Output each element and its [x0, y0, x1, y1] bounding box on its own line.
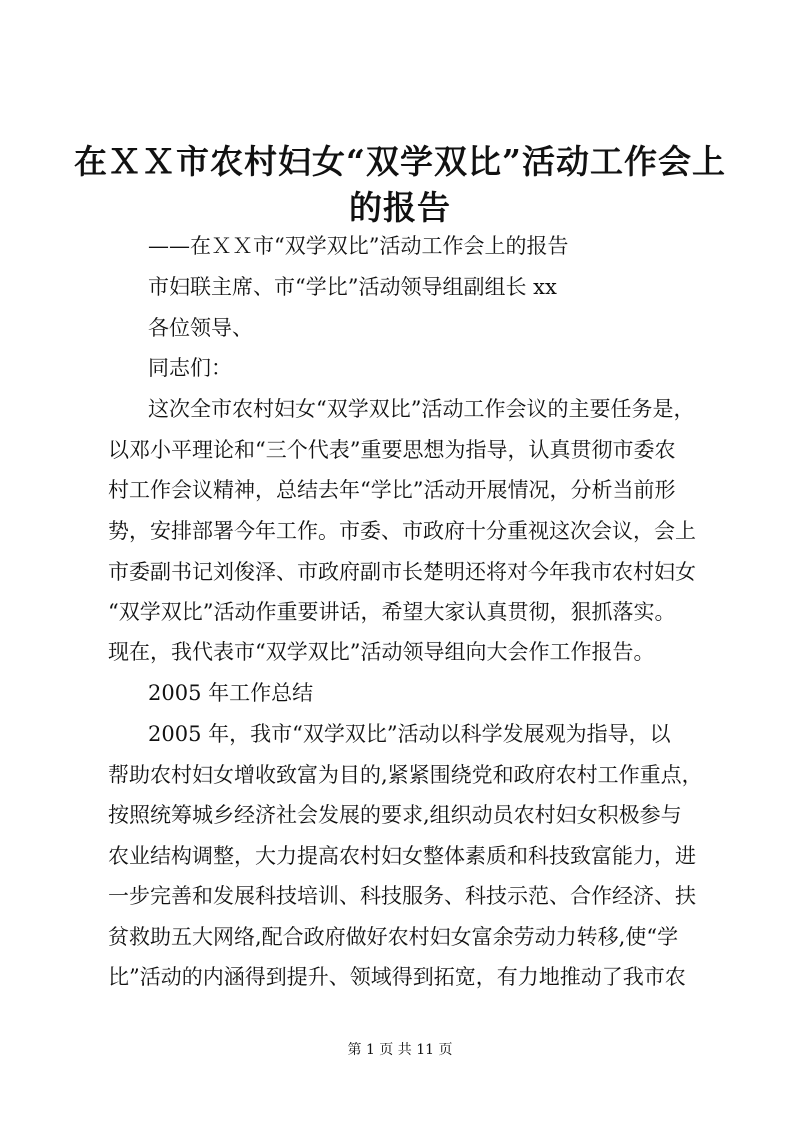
paragraph-line: 这次全市农村妇女“双学双比”活动工作会议的主要任务是， — [148, 397, 695, 421]
document-subtitle: ——在ＸＸ市“双学双比”活动工作会上的报告 — [148, 234, 569, 258]
paragraph-line: 帮助农村妇女增收致富为目的,紧紧围绕党和政府农村工作重点， — [108, 763, 703, 787]
section-heading: 2005 年工作总结 — [148, 681, 314, 705]
paragraph-line: 一步完善和发展科技培训、科技服务、科技示范、合作经济、扶 — [108, 884, 696, 908]
page-footer: 第 1 页 共 11 页 — [347, 1042, 453, 1058]
salutation-comrades: 同志们： — [148, 356, 232, 380]
paragraph-line: 势，安排部署今年工作。市委、市政府十分重视这次会议，会上 — [108, 519, 696, 543]
document-title-line-1: 在ＸＸ市农村妇女“双学双比”活动工作会上 — [74, 142, 726, 181]
document-title-line-2: 的报告 — [349, 188, 451, 227]
paragraph-line: 以邓小平理论和“三个代表”重要思想为指导，认真贯彻市委农 — [108, 438, 676, 462]
author-line: 市妇联主席、市“学比”活动领导组副组长 xx — [148, 275, 557, 299]
paragraph-line: 市委副书记刘俊泽、市政府副市长楚明还将对今年我市农村妇女 — [108, 560, 696, 584]
paragraph-line: “双学双比”活动作重要讲话，希望大家认真贯彻，狠抓落实。 — [108, 600, 676, 624]
paragraph-line: 比”活动的内涵得到提升、领域得到拓宽，有力地推动了我市农 — [108, 965, 686, 989]
paragraph-line: 现在，我代表市“双学双比”活动领导组向大会作工作报告。 — [108, 640, 655, 664]
paragraph-line: 按照统筹城乡经济社会发展的要求,组织动员农村妇女积极参与 — [108, 803, 682, 827]
paragraph-line: 贫救助五大网络,配合政府做好农村妇女富余劳动力转移,使“学 — [108, 925, 679, 949]
paragraph-line: 2005 年，我市“双学双比”活动以科学发展观为指导，以 — [148, 722, 671, 746]
salutation-leaders: 各位领导、 — [148, 316, 253, 340]
paragraph-line: 农业结构调整，大力提高农村妇女整体素质和科技致富能力，进 — [108, 844, 696, 868]
paragraph-line: 村工作会议精神，总结去年“学比”活动开展情况，分析当前形 — [108, 478, 676, 502]
